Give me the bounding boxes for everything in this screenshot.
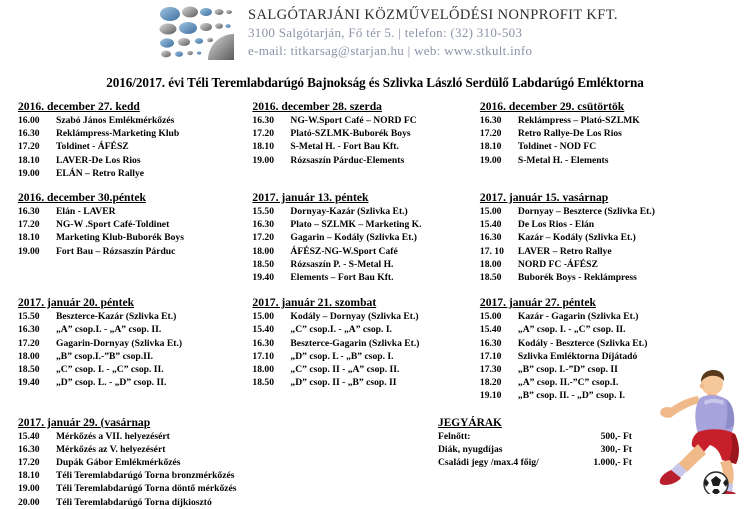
match-row [18,218,252,231]
match-row [480,271,742,284]
letterhead-text [248,4,618,59]
match-time: 17.20 [252,232,274,244]
match-time: 19.40 [18,377,40,389]
match-time: 18.10 [18,154,40,166]
row-spacer [18,180,742,191]
match-time: 17.20 [18,141,40,153]
match-teams: Retro Rallye-De Los Rios [517,128,622,140]
match-row [252,363,479,376]
match-row [480,258,742,271]
day-heading: 2016. december 27. kedd [18,100,140,113]
match-row [480,114,742,127]
match-time: 19.00 [18,167,40,179]
match-teams: Beszterce-Kazár (Szlivka Et.) [56,311,177,323]
match-teams: Szabó János Emlékmérkőzés [56,115,175,126]
match-teams: „D” csop. L - „B” csop. I. [290,350,394,362]
day-block-2 [480,100,742,167]
match-teams: „D” csop. II - „B” csop. II [290,377,397,389]
match-teams: Toldinet - ÁFÉSZ [56,141,129,153]
match-time: 16.30 [18,443,40,455]
match-time: 15.00 [479,206,502,218]
match-teams: Elán - LAVER [56,206,116,218]
match-teams: S-Metal H. - Elements [517,154,609,166]
match-row [252,376,479,389]
match-teams: Elements – Fort Bau Kft. [290,272,394,284]
match-time: 17.30 [479,364,502,376]
match-teams: Reklámpress-Marketing Klub [56,128,180,140]
match-row [480,350,742,363]
match-teams: „C” csop. II - „A” csop. II. [290,364,400,376]
day-block-4 [252,191,479,284]
day-block-7 [252,296,479,389]
match-time: 17.20 [18,219,40,231]
match-time: 18.50 [18,364,40,376]
match-row [18,167,252,180]
match-row [480,140,742,153]
match-teams: „A” csop. I. - „C” csop. II. [517,324,626,336]
match-time: 19.40 [252,272,274,284]
match-teams: ELÁN – Retro Rallye [56,167,145,179]
bottom-section [0,416,750,509]
match-row [252,310,479,323]
match-row [252,323,479,336]
match-teams: Buborék Boys - Reklámpress [517,272,637,284]
match-time: 15.00 [252,311,274,323]
match-time: 17.20 [18,337,40,349]
match-teams: „C” csop.I. - „A” csop. I. [290,324,392,336]
match-row [18,245,252,258]
match-teams: Plato – SZLMK – Marketing K. [290,219,422,231]
day-heading: 2017. január 27. péntek [479,296,596,310]
match-time: 18.50 [479,272,502,284]
match-teams: Kodály – Dornyay (Szlivka Et.) [290,311,419,323]
address-line: 3100 Salgótarján, Fő tér 5. | telefon: (32) 310-503 [248,25,523,41]
schedule-row [18,296,742,402]
day-heading: 2016. december 30.péntek [18,191,146,205]
day-block-3 [18,191,252,258]
day-heading: 2017. január 29. (vasárnap [18,415,151,429]
match-teams: Marketing Klub-Buborék Boys [56,232,184,244]
match-row [252,258,479,271]
letterhead [0,0,750,64]
match-row [18,350,252,363]
match-row [18,430,438,443]
match-time: 15.40 [18,430,40,442]
match-time: 15.40 [479,324,502,336]
match-row [18,443,438,456]
match-teams: „A” csop. II.-”C” csop.I. [517,377,619,389]
match-time: 15.40 [252,324,274,336]
day-block-5 [480,191,742,284]
match-teams: Szlivka Emléktorna Díjátadó [517,350,638,362]
match-time: 15.00 [479,311,502,323]
day-heading: 2017. január 21. szombat [252,296,377,310]
prices-heading: JEGYÁRAK [438,416,502,429]
match-row [480,245,742,258]
match-time: 16.30 [252,115,274,126]
match-time: 15.40 [479,219,502,231]
match-time: 17.20 [479,128,502,140]
match-row [480,218,742,231]
match-time: 16.30 [18,324,40,336]
match-time: 16.00 [18,115,40,126]
match-row [252,127,479,140]
match-time: 20.00 [18,496,40,508]
match-teams: „B” csop. II. - „D” csop. I. [517,390,626,402]
schedule-row [18,191,742,284]
match-row [18,496,438,509]
page-title: 2016/2017. évi Téli Teremlabdarúgó Bajnokság és Szlivka László Serdülő Labdarúgó Emléktorna [106,75,644,90]
row-spacer [18,284,742,296]
match-teams: NG-W.Sport Café – NORD FC [290,115,417,126]
match-row [18,154,252,167]
match-teams: De Los Rios - Elán [517,219,595,231]
match-row [480,323,742,336]
match-row [252,245,479,258]
match-teams: „B” csop.I.-”B” csop.II. [56,350,154,362]
match-row [252,350,479,363]
match-time: 19.10 [479,390,502,402]
match-teams: LAVER – Retro Rallye [517,245,612,257]
match-teams: Dornyay-Kazár (Szlivka Et.) [290,206,408,218]
match-teams: Rózsaszín Párduc-Elements [290,154,405,166]
match-teams: Téli Teremlabdarúgó Torna bronzmérkőzés [56,470,235,482]
day-block-0 [18,100,252,180]
match-time: 18.10 [479,141,502,153]
match-row [480,127,742,140]
company-name: SALGÓTARJÁNI KÖZMŰVELŐDÉSI NONPROFIT KFT. [248,7,618,23]
price-row [438,430,738,443]
match-time: 18.10 [252,141,274,153]
match-teams: „C” csop. I. - „C” csop. II. [56,364,164,376]
match-time: 18.00 [18,350,40,362]
match-teams: Dupák Gábor Emlékmérkőzés [56,457,181,469]
day-heading: 2017. január 13. péntek [252,191,369,205]
match-row [18,127,252,140]
match-time: 16.30 [479,337,502,349]
match-teams: Téli Teremlabdarúgó Torna díjkiosztó [56,496,212,508]
match-teams: S-Metal H. - Fort Bau Kft. [290,141,399,153]
match-row [480,337,742,350]
match-row [18,310,252,323]
match-time: 15.50 [18,311,40,323]
match-teams: Toldinet - NOD FC [517,141,597,153]
match-row [252,271,479,284]
match-teams: Kodály - Beszterce (Szlivka Et.) [517,337,648,349]
match-row [18,376,252,389]
schedule-row [18,100,742,180]
match-time: 16.30 [252,337,274,349]
match-teams: „A” csop.I. - „A” csop. II. [56,324,162,336]
match-row [252,114,479,127]
match-row [252,337,479,350]
match-time: 19.00 [479,154,502,166]
match-row [18,469,438,482]
match-teams: Reklámpress – Plató-SZLMK [517,115,640,126]
match-time: 16.30 [252,219,274,231]
match-teams: NG-W .Sport Café-Toldinet [56,219,170,231]
match-teams: Beszterce-Gagarin (Szlivka Et.) [290,337,420,349]
day-block-6 [18,296,252,389]
match-row [480,376,742,389]
day-heading: 2016. december 28. szerda [252,100,382,113]
match-row [18,363,252,376]
match-teams: Kazár – Kodály (Szlivka Et.) [517,232,636,244]
match-time: 17.20 [18,457,40,469]
match-row [480,154,742,167]
dots-grid-logo-icon [158,4,234,62]
match-row [18,205,252,218]
match-row [252,218,479,231]
price-label: Felnőtt: [438,430,471,442]
price-value: 1.000,- Ft [593,457,632,469]
match-time: 17.20 [252,128,274,140]
match-time: 16.30 [479,115,502,126]
match-row [18,456,438,469]
match-row [480,205,742,218]
match-teams: Kazár - Gagarin (Szlivka Et.) [517,311,639,323]
price-value: 300,- Ft [600,444,632,456]
match-time: 18.00 [252,364,274,376]
match-time: 19.00 [252,154,274,166]
match-teams: Fort Bau – Rózsaszín Párduc [56,245,176,257]
day-heading: 2017. január 15. vasárnap [479,191,609,205]
match-row [18,337,252,350]
price-value: 500,- Ft [600,430,632,442]
match-time: 18.10 [18,470,40,482]
match-teams: „B” csop. I.-”D” csop. II [517,364,618,376]
match-teams: Rózsaszín P. - S-Metal H. [290,258,394,270]
day-heading: 2017. január 20. péntek [18,296,135,310]
match-time: 16.30 [18,206,40,218]
match-row [18,323,252,336]
match-row [252,231,479,244]
match-time: 16.30 [18,128,40,140]
match-time: 17. 10 [479,245,504,257]
match-time: 19.00 [18,245,40,257]
price-label: Diák, nyugdíjas [438,444,503,456]
match-teams: Dornyay – Beszterce (Szlivka Et.) [517,206,655,218]
match-teams: Plató-SZLMK-Buborék Boys [290,128,411,140]
match-row [18,114,252,127]
match-teams: Mérkőzés a VII. helyezésért [56,430,170,442]
match-time: 17.10 [479,350,502,362]
match-time: 18.20 [479,377,502,389]
match-teams: LAVER-De Los Rios [56,154,141,166]
contact-line: e-mail: titkarsag@starjan.hu | web: www.stkult.info [248,42,533,58]
match-row [480,389,742,402]
schedule-grid [0,100,750,403]
match-row [252,154,479,167]
match-time: 18.50 [252,377,274,389]
match-teams: Gagarin – Kodály (Szlivka Et.) [290,232,417,244]
match-teams: Gagarin-Dornyay (Szlivka Et.) [56,337,183,349]
match-teams: „D” csop. L. - „D” csop. II. [56,377,167,389]
match-row [18,231,252,244]
final-day-block [18,416,438,509]
ticket-prices-block [438,416,738,470]
match-row [252,205,479,218]
match-time: 18.00 [479,258,502,270]
match-time: 15.50 [252,206,274,218]
match-time: 16.30 [479,232,502,244]
price-label: Családi jegy /max.4 főig/ [438,457,539,469]
match-teams: Téli Teremlabdarúgó Torna döntő mérkőzés [56,483,237,495]
day-block-8 [480,296,742,402]
match-row [480,231,742,244]
match-row [18,140,252,153]
match-time: 18.10 [18,232,40,244]
price-row [438,443,738,456]
match-time: 18.50 [252,258,274,270]
match-row [480,363,742,376]
match-row [18,482,438,495]
day-block-1 [252,100,479,167]
match-time: 18.00 [252,245,274,257]
price-row [438,456,738,469]
day-heading: 2016. december 29. csütörtök [479,100,625,113]
match-teams: Mérkőzés az V. helyezésért [56,443,166,455]
match-teams: NORD FC -ÁFÉSZ [517,258,598,270]
match-row [480,310,742,323]
match-teams: ÁFÉSZ-NG-W.Sport Café [290,245,398,257]
match-time: 19.00 [18,483,40,495]
match-row [252,140,479,153]
match-time: 17.10 [252,350,274,362]
